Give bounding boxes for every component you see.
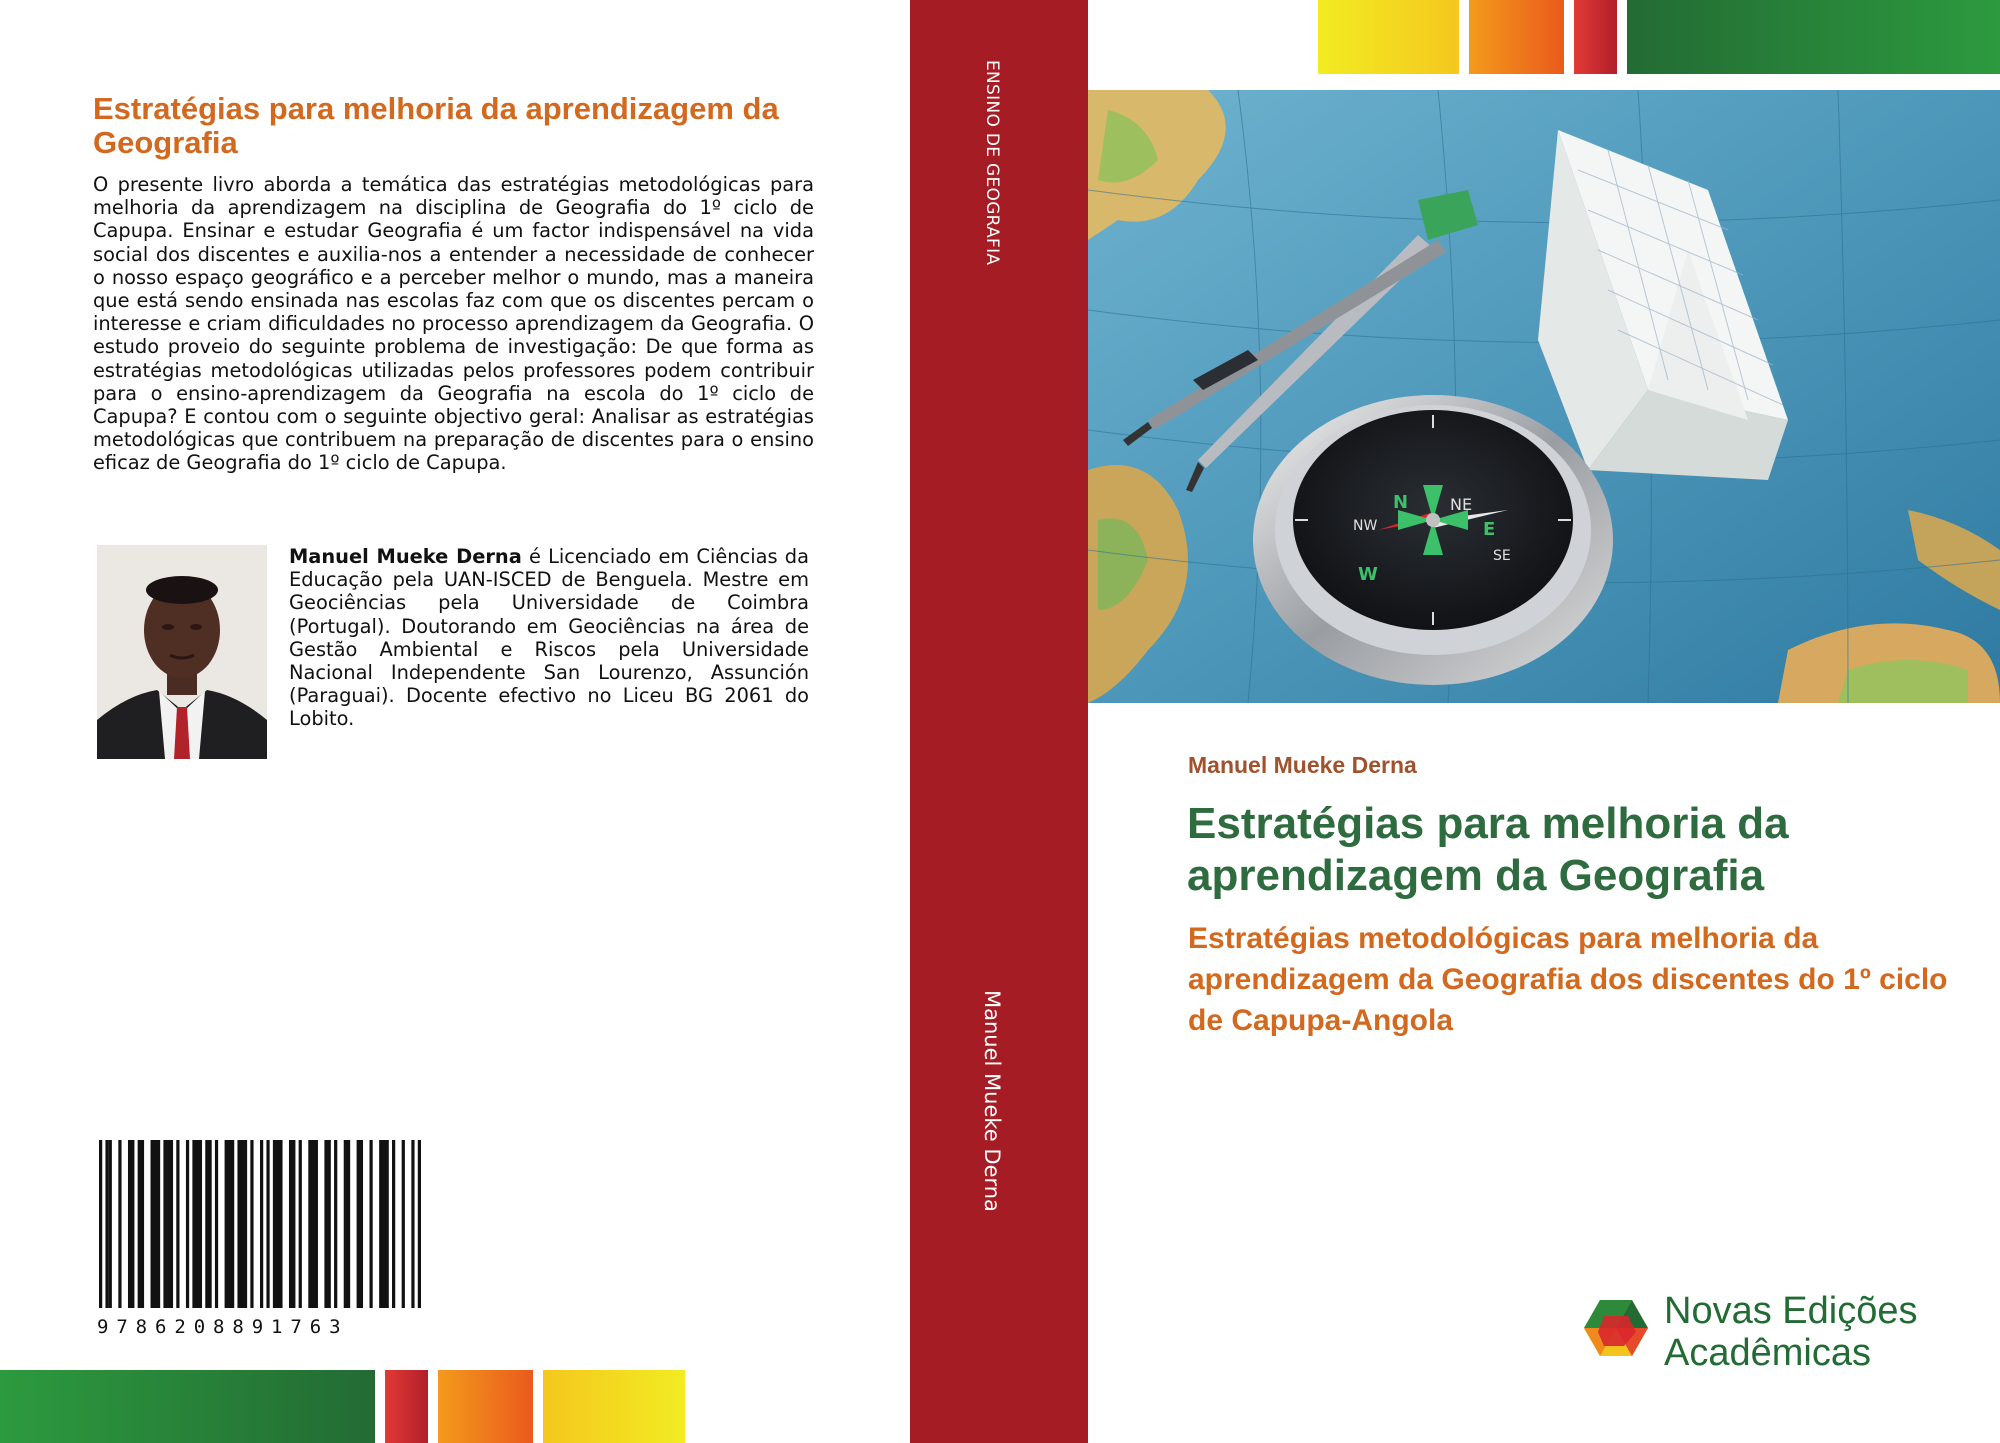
barcode-bar	[151, 1140, 161, 1308]
back-cover-title: Estratégias para melhoria da aprendizagem da Geografia	[93, 91, 779, 160]
author-photo	[97, 545, 267, 759]
barcode-bar	[192, 1140, 202, 1308]
bottom-color-stripes	[0, 1370, 685, 1443]
stripe-red	[1574, 0, 1617, 74]
barcode-bar	[225, 1140, 235, 1308]
barcode-bar	[392, 1140, 395, 1308]
svg-text:W: W	[1358, 564, 1378, 585]
front-cover-title: Estratégias para melhoria da aprendizagem da Geografia	[1187, 799, 1789, 900]
svg-text:E: E	[1483, 519, 1496, 540]
barcode-bar	[99, 1140, 102, 1308]
top-color-stripes	[1318, 0, 2000, 74]
barcode-bar	[128, 1140, 134, 1308]
publisher-name-line1: Novas Edições	[1664, 1290, 1918, 1332]
barcode-bar	[289, 1140, 295, 1308]
barcode-bar	[308, 1140, 318, 1308]
barcode-bar	[205, 1140, 211, 1308]
barcode-bar	[379, 1140, 389, 1308]
barcode-bar	[176, 1140, 179, 1308]
barcode-bar	[402, 1140, 405, 1308]
barcode-bar	[334, 1140, 337, 1308]
barcode-bar	[163, 1140, 173, 1308]
front-cover-subtitle: Estratégias metodológicas para melhoria da aprendizagem da Geografia dos discentes do 1º ciclo de Capupa-Angola	[1188, 922, 1948, 1037]
spine-series-title: ENSINO DE GEOGRAFIA	[982, 60, 1002, 266]
stripe-red	[385, 1370, 428, 1443]
barcode-bar	[266, 1140, 269, 1308]
stripe-yellow	[1318, 0, 1459, 74]
barcode-bar	[357, 1140, 363, 1308]
publisher-name-line2: Acadêmicas	[1664, 1332, 1871, 1374]
barcode	[97, 1140, 427, 1338]
barcode-bar	[215, 1140, 218, 1308]
author-bio-text: é Licenciado em Ciências da Educação pela UAN-ISCED de Benguela. Mestre em Geociências pela Universidade de Coimbra (Portugal). Doutorando em Geociências na área de Gestão Ambiental e Riscos pela Universidade Nacional Independente San Lourenzo, Assunción (Paraguai). Docente efectivo no Liceu BG 2061 do Lobito.	[289, 545, 809, 731]
author-bio	[289, 545, 809, 731]
barcode-bar	[186, 1140, 189, 1308]
svg-text:NW: NW	[1353, 518, 1378, 534]
barcode-bar	[138, 1140, 144, 1308]
barcode-bar	[105, 1140, 108, 1308]
stripe-orange	[438, 1370, 533, 1443]
barcode-bar	[273, 1140, 283, 1308]
barcode-bar	[324, 1140, 330, 1308]
publisher-logo-icon	[1580, 1288, 1660, 1368]
barcode-bar	[411, 1140, 414, 1308]
stripe-orange	[1469, 0, 1564, 74]
stripe-green	[0, 1370, 375, 1443]
front-cover-author: Manuel Mueke Derna	[1188, 752, 1417, 778]
publisher-name	[1664, 1290, 1917, 1374]
svg-text:NE: NE	[1450, 495, 1473, 514]
barcode-bar	[237, 1140, 247, 1308]
stripe-yellow	[543, 1370, 685, 1443]
barcode-bar	[369, 1140, 372, 1308]
barcode-bar	[118, 1140, 121, 1308]
isbn-digits: 9786208891763	[97, 1316, 349, 1338]
svg-text:N: N	[1393, 492, 1409, 513]
barcode-bar	[299, 1140, 302, 1308]
stripe-green	[1627, 0, 2000, 74]
author-bio-name: Manuel Mueke Derna	[289, 545, 522, 568]
barcode-bar	[344, 1140, 350, 1308]
barcode-bar	[109, 1140, 112, 1308]
svg-text:SE: SE	[1493, 548, 1511, 564]
back-cover-blurb: O presente livro aborda a temática das estratégias metodológicas para melhoria da aprendizagem na disciplina de Geografia do 1º ciclo de Capupa. Ensinar e estudar Geografia é um factor indispensável na vida social dos discentes e auxilia-nos a entender a necessidade de conhecer o nosso espaço geográfico e a perceber melhor o mundo, mas a maneira que está sendo ensinada nas escolas faz com que os discentes percam o interesse e criam dificuldades no processo aprendizagem da Geografia. O estudo proveio do seguinte problema de investigação: De que forma as estratégias metodológicas utilizadas pelos professores podem contribuir para o ensino-aprendizagem da Geografia na escola do 1º ciclo de Capupa? E contou com o seguinte objectivo geral: Analisar as estratégias metodológicas que contribuem na preparação de discentes para o ensino eficaz de Geografia do 1º ciclo de Capupa.	[93, 173, 814, 475]
spine-author: Manuel Mueke Derna	[980, 990, 1004, 1212]
barcode-bar	[418, 1140, 421, 1308]
barcode-bar	[250, 1140, 253, 1308]
barcode-bar	[260, 1140, 263, 1308]
cover-image-map-compass	[1088, 90, 2000, 703]
